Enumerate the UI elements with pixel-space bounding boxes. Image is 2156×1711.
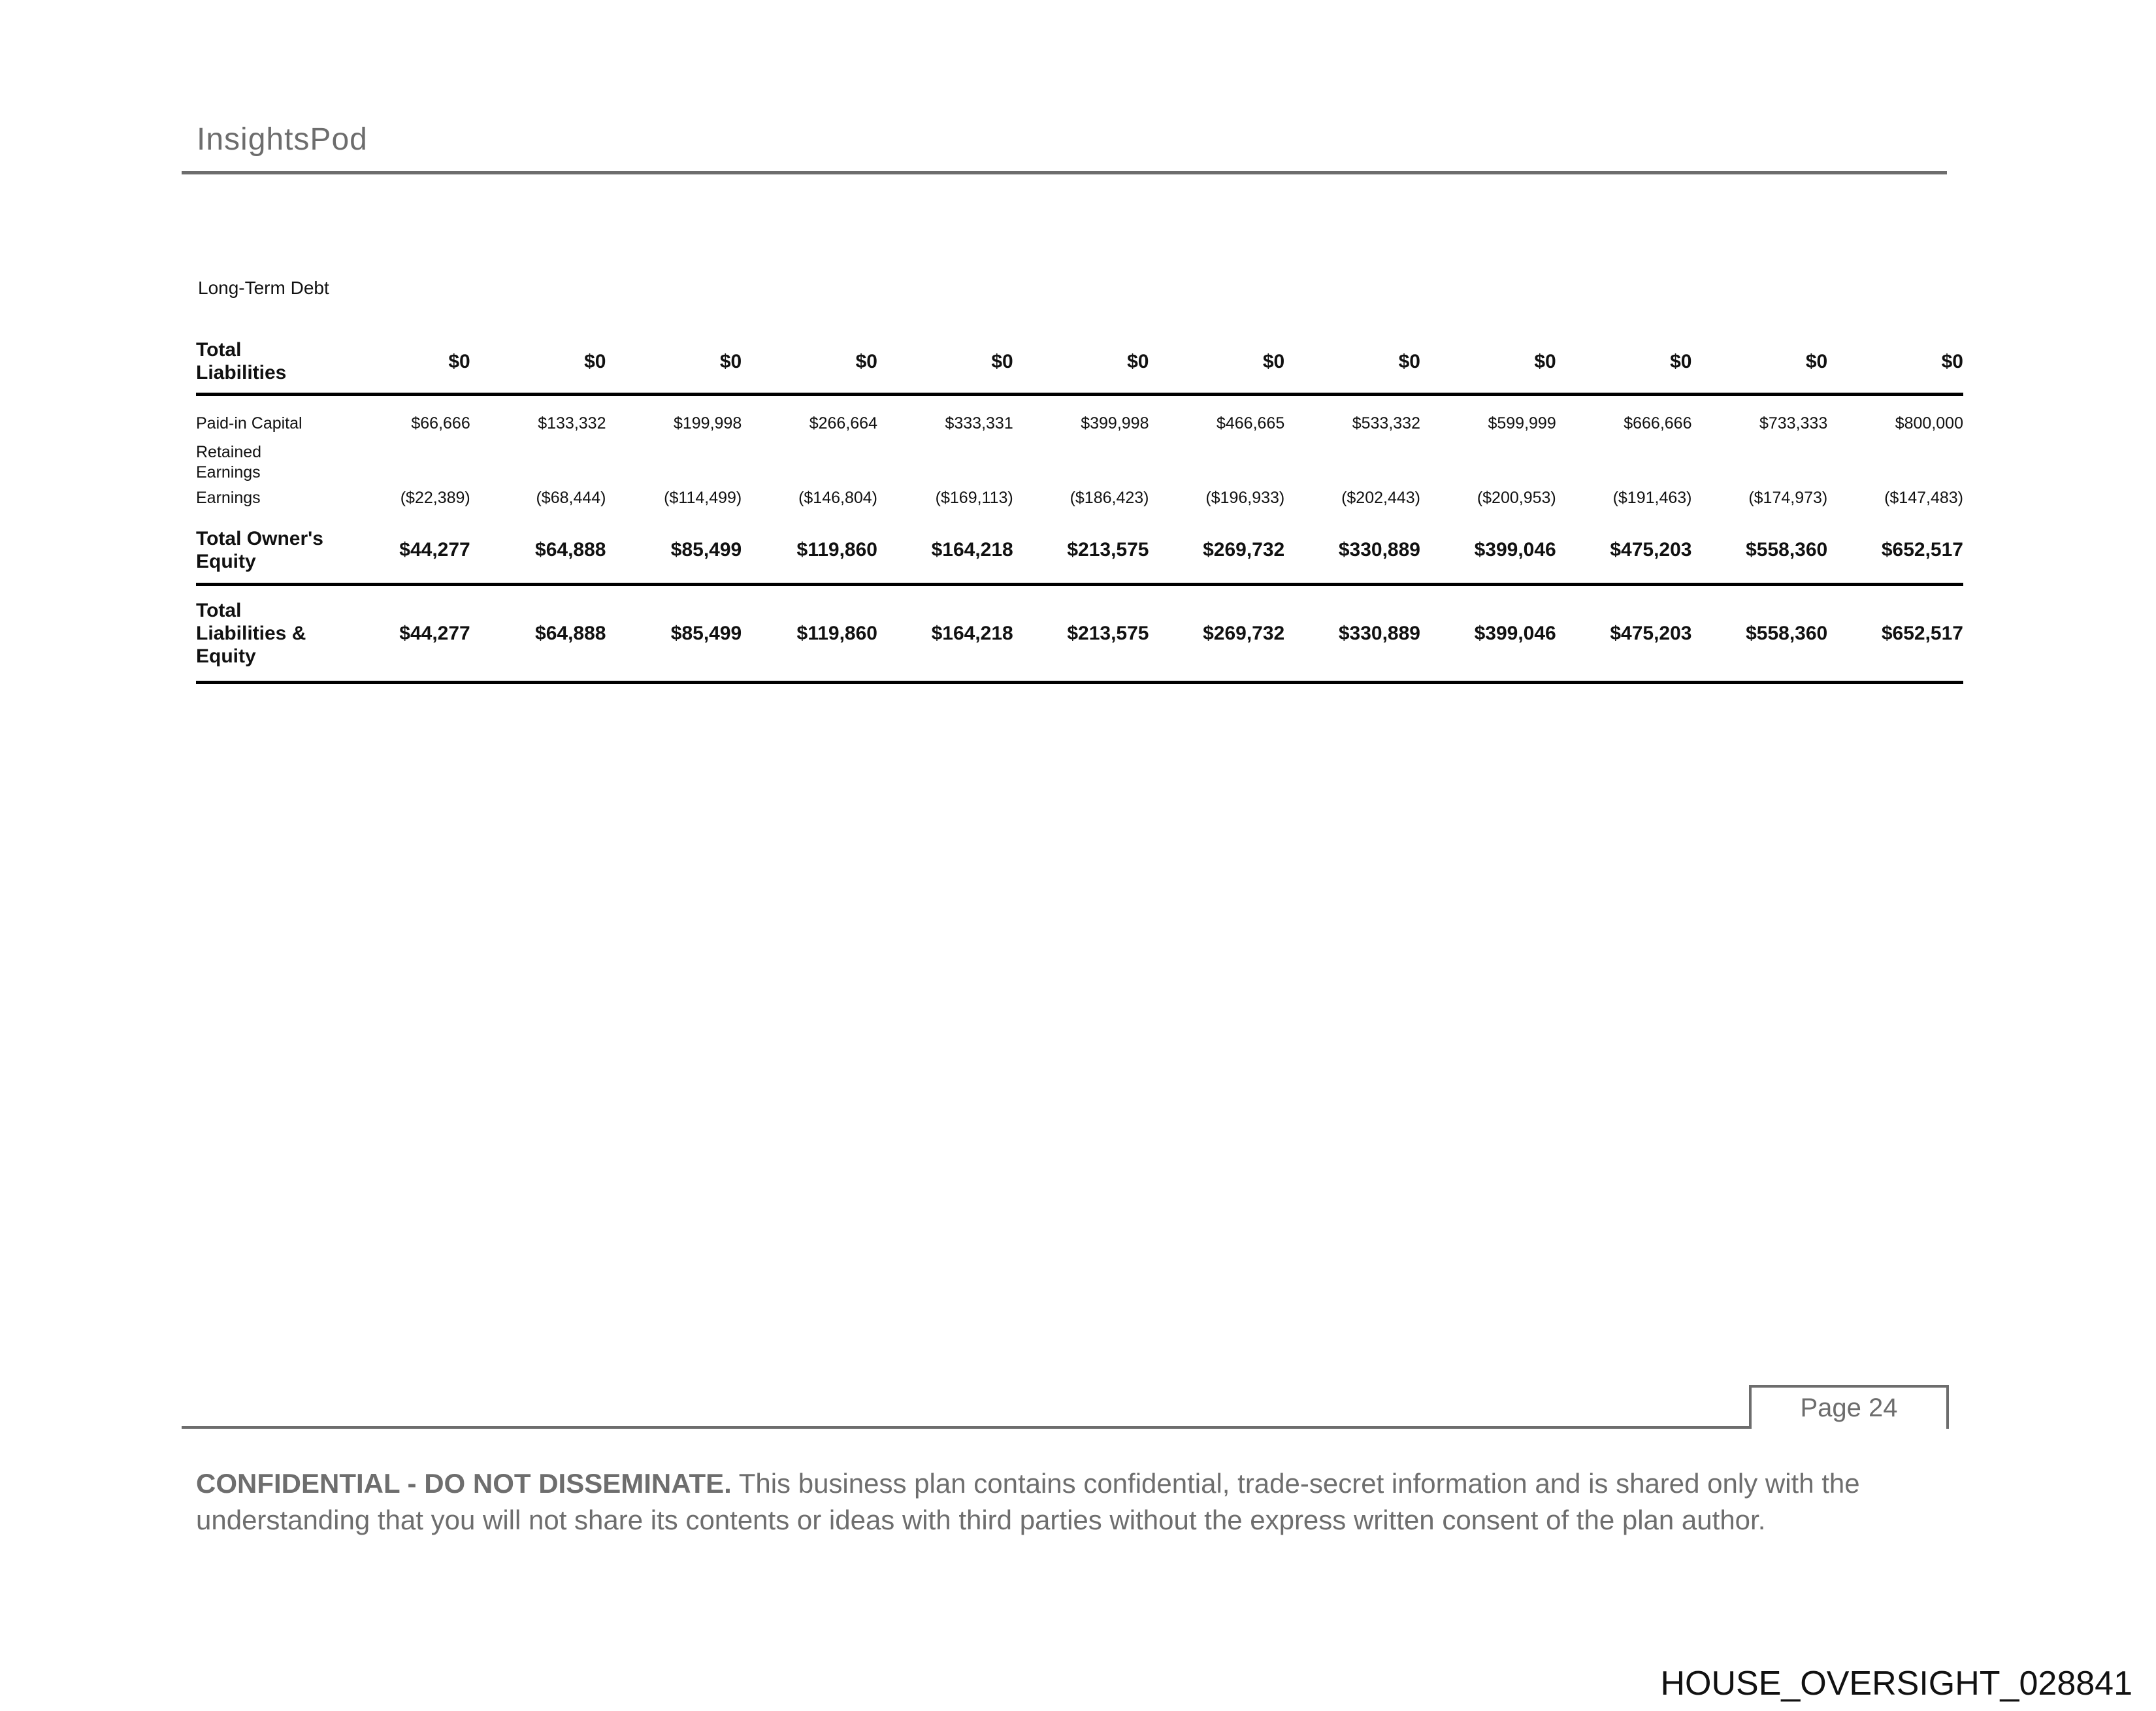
cell-value: $164,218 bbox=[931, 539, 1013, 561]
cell-value: ($147,483) bbox=[1884, 489, 1963, 507]
cell-value: $330,889 bbox=[1338, 539, 1420, 561]
cell-value: ($146,804) bbox=[798, 489, 877, 507]
page-number-label: Page 24 bbox=[1800, 1393, 1898, 1422]
confidentiality-notice-line2: understanding that you will not share its contents or ideas with third parties without the express written consent of the plan author. bbox=[196, 1505, 1766, 1535]
balance-sheet-table bbox=[196, 330, 1963, 684]
cell-value: $66,666 bbox=[411, 414, 470, 432]
cell-value: $119,860 bbox=[796, 539, 877, 561]
table-rule bbox=[196, 681, 1963, 684]
cell-value: $64,888 bbox=[535, 623, 606, 644]
row-label: Total Owner's Equity bbox=[196, 527, 323, 572]
cell-value: $0 bbox=[991, 350, 1013, 372]
cell-value: $133,332 bbox=[538, 414, 606, 432]
cell-value: $475,203 bbox=[1610, 539, 1692, 561]
cell-value: $399,998 bbox=[1081, 414, 1149, 432]
table-row bbox=[196, 586, 1963, 681]
cell-value: $466,665 bbox=[1216, 414, 1285, 432]
cell-value: ($68,444) bbox=[536, 489, 606, 507]
cell-value: $0 bbox=[1670, 350, 1692, 372]
cell-value: ($186,423) bbox=[1070, 489, 1149, 507]
brand-logo-text: InsightsPod bbox=[197, 122, 368, 157]
cell-value: $44,277 bbox=[399, 539, 470, 561]
cell-value: $0 bbox=[1805, 350, 1828, 372]
cell-value: ($200,953) bbox=[1477, 489, 1556, 507]
cell-value: $0 bbox=[1941, 350, 1963, 372]
row-label: Earnings bbox=[196, 489, 261, 507]
table-row bbox=[196, 330, 1963, 393]
cell-value: $0 bbox=[855, 350, 877, 372]
cell-value: $199,998 bbox=[673, 414, 742, 432]
confidentiality-notice-line1: This business plan contains confidential, trade-secret information and is shared only with the bbox=[738, 1468, 1860, 1499]
cell-value: $399,046 bbox=[1474, 539, 1556, 561]
cell-value: $399,046 bbox=[1474, 623, 1556, 644]
cell-value: $652,517 bbox=[1881, 539, 1963, 561]
cell-value: $533,332 bbox=[1352, 414, 1420, 432]
page-number-tab bbox=[1749, 1385, 1949, 1429]
table-row bbox=[196, 405, 1963, 442]
cell-value: ($202,443) bbox=[1341, 489, 1420, 507]
header-rule bbox=[182, 171, 1947, 174]
cell-value: ($22,389) bbox=[400, 489, 470, 507]
cell-value: $0 bbox=[1262, 350, 1285, 372]
cell-value: $558,360 bbox=[1746, 539, 1828, 561]
cell-value: $85,499 bbox=[670, 623, 742, 644]
cell-value: $266,664 bbox=[809, 414, 877, 432]
row-label: Paid-in Capital bbox=[196, 414, 302, 432]
table-row bbox=[196, 480, 1963, 517]
cell-value: $0 bbox=[1534, 350, 1556, 372]
confidentiality-notice bbox=[196, 1465, 2012, 1539]
cell-value: $666,666 bbox=[1624, 414, 1692, 432]
cell-value: $800,000 bbox=[1895, 414, 1963, 432]
cell-value: ($169,113) bbox=[935, 489, 1013, 507]
cell-value: ($191,463) bbox=[1612, 489, 1692, 507]
table-row bbox=[196, 442, 1963, 480]
cell-value: $652,517 bbox=[1881, 623, 1963, 644]
cell-value: $269,732 bbox=[1203, 539, 1285, 561]
cell-value: $64,888 bbox=[535, 539, 606, 561]
cell-value: $333,331 bbox=[945, 414, 1013, 432]
cell-value: $213,575 bbox=[1067, 623, 1149, 644]
cell-value: ($114,499) bbox=[664, 489, 742, 507]
section-label-long-term-debt: Long-Term Debt bbox=[198, 278, 329, 298]
row-label: Total Liabilities bbox=[196, 339, 287, 383]
cell-value: $330,889 bbox=[1338, 623, 1420, 644]
row-label: Total Liabilities & Equity bbox=[196, 600, 306, 667]
footer-rule bbox=[182, 1426, 1749, 1429]
cell-value: $733,333 bbox=[1759, 414, 1828, 432]
cell-value: $0 bbox=[1398, 350, 1420, 372]
cell-value: ($196,933) bbox=[1205, 489, 1285, 507]
cell-value: ($174,973) bbox=[1748, 489, 1828, 507]
cell-value: $0 bbox=[448, 350, 470, 372]
cell-value: $0 bbox=[1127, 350, 1149, 372]
cell-value: $558,360 bbox=[1746, 623, 1828, 644]
confidentiality-notice-lead: CONFIDENTIAL - DO NOT DISSEMINATE. bbox=[196, 1468, 732, 1499]
cell-value: $475,203 bbox=[1610, 623, 1692, 644]
row-label: Retained Earnings bbox=[196, 443, 262, 481]
cell-value: $0 bbox=[584, 350, 606, 372]
oversight-stamp: HOUSE_OVERSIGHT_028841 bbox=[1660, 1665, 2132, 1703]
cell-value: $44,277 bbox=[399, 623, 470, 644]
cell-value: $0 bbox=[719, 350, 742, 372]
table-row bbox=[196, 517, 1963, 583]
cell-value: $164,218 bbox=[931, 623, 1013, 644]
cell-value: $85,499 bbox=[670, 539, 742, 561]
table-rule bbox=[196, 393, 1963, 396]
cell-value: $599,999 bbox=[1488, 414, 1556, 432]
cell-value: $213,575 bbox=[1067, 539, 1149, 561]
cell-value: $119,860 bbox=[796, 623, 877, 644]
cell-value: $269,732 bbox=[1203, 623, 1285, 644]
